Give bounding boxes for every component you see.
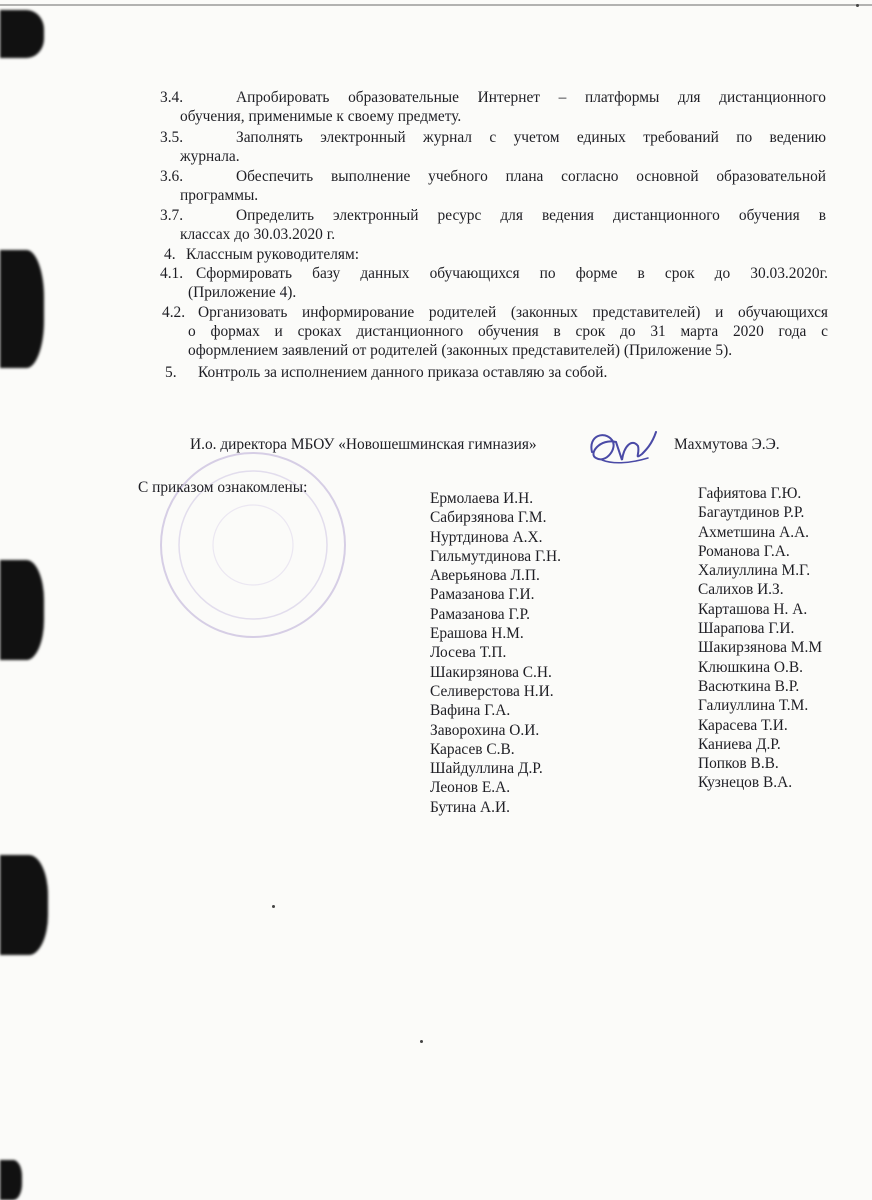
signatory-name: Селиверстова Н.И. — [430, 682, 554, 700]
director-name: Махмутова Э.Э. — [674, 436, 780, 453]
signatory-name: Гафиятова Г.Ю. — [698, 485, 802, 502]
scan-edge-mark — [0, 1160, 22, 1200]
scan-edge-mark — [0, 250, 44, 368]
signatory-name: Романова Г.А. — [698, 542, 790, 560]
signatory-name: Аверьянова Л.П. — [430, 567, 540, 585]
signatory-name: Лосева Т.П. — [430, 644, 507, 662]
scan-edge-mark — [0, 855, 48, 955]
list-item — [160, 167, 826, 187]
signatory-name: Шакирзянова С.Н. — [430, 663, 552, 681]
director-position: И.о. директора МБОУ «Новошешминская гимназия» — [190, 436, 537, 453]
signatory-name: Каниева Д.Р. — [698, 735, 781, 753]
item-number: 3.5. — [160, 129, 184, 146]
signatory-name: Клюшкина О.В. — [698, 658, 803, 676]
signatory-name: Леонов Е.А. — [430, 779, 511, 797]
signatory-name: Васюткина В.Р. — [698, 677, 800, 695]
item-text: Классным руководителям: — [186, 246, 359, 263]
signatory-name: Карасев С.В. — [430, 740, 515, 758]
signatory-name: Халиуллина М.Г. — [698, 562, 811, 580]
signatory-name: Салихов И.З. — [698, 581, 784, 599]
signatory-name: Нуртдинова А.Х. — [430, 528, 543, 546]
signatory-name: Шарапова Г.И. — [698, 620, 795, 638]
scan-speck — [420, 1040, 423, 1043]
list-item — [160, 206, 826, 226]
signatory-name: Карасева Т.И. — [698, 716, 788, 734]
item-text-continued: (Приложение 4). — [188, 284, 297, 301]
acknowledged-label: С приказом ознакомлены: — [138, 479, 308, 496]
list-item — [160, 264, 828, 284]
list-item-continued — [188, 322, 828, 342]
item-number: 4.2. — [162, 304, 186, 321]
item-number: 3.6. — [160, 168, 184, 185]
signatory-name: Карташова Н. А. — [698, 600, 808, 618]
names-list-right — [698, 484, 822, 793]
item-text-continued: классах до 30.03.2020 г. — [180, 226, 336, 243]
scan-edge-mark — [0, 10, 44, 58]
signatory-name: Рамазанова Г.Р. — [430, 605, 530, 623]
signatory-name: Сабирзянова Г.М. — [430, 509, 547, 527]
signatory-name: Ермолаева И.Н. — [430, 490, 534, 507]
item-text: Контроль за исполнением данного приказа оставляю за собой. — [198, 364, 608, 381]
list-item — [160, 128, 826, 148]
item-text: Обеспечить выполнение учебного плана согласно основной образовательной — [236, 168, 826, 185]
item-number: 3.4. — [160, 89, 184, 106]
list-item — [162, 303, 828, 323]
signatory-name: Рамазанова Г.И. — [430, 586, 535, 604]
item-text: Определить электронный ресурс для ведения дистанционного обучения в — [236, 207, 826, 224]
scan-speck — [272, 905, 275, 908]
item-text: Заполнять электронный журнал с учетом единых требований по ведению — [236, 129, 826, 146]
item-text-continued: журнала. — [180, 148, 240, 165]
item-text: Апробировать образовательные Интернет – платформы для дистанционного — [236, 89, 826, 106]
scan-speck — [856, 4, 859, 7]
item-text: Сформировать базу данных обучающихся по форме в срок до 30.03.2020г. — [196, 265, 828, 282]
signatory-name: Гильмутдинова Г.Н. — [430, 547, 561, 565]
signatory-name: Вафина Г.А. — [430, 702, 511, 720]
scan-top-edge — [0, 4, 872, 6]
signatory-name: Шакирзянова М.М — [698, 639, 823, 657]
signatory-name: Бутина А.И. — [430, 798, 510, 816]
item-number: 5. — [165, 364, 177, 381]
signatory-name: Кузнецов В.А. — [698, 774, 793, 792]
item-number: 4.1. — [160, 265, 184, 282]
item-text-continued: о формах и сроках дистанционного обучения в срок до 31 марта 2020 года с — [188, 323, 828, 340]
item-text-continued: оформлением заявлений от родителей (законных представителей) (Приложение 5). — [188, 342, 733, 359]
signatory-name: Шайдуллина Д.Р. — [430, 760, 543, 778]
stamp-seal — [148, 440, 358, 650]
signatory-name: Ахметшина А.А. — [698, 523, 810, 541]
item-text-continued: обучения, применимые к своему предмету. — [180, 108, 462, 125]
names-list-left — [430, 489, 561, 817]
handwritten-signature — [582, 424, 662, 472]
signatory-name: Галиуллина Т.М. — [698, 697, 809, 715]
signatory-name: Ерашова Н.М. — [430, 625, 524, 643]
signatory-name: Попков В.В. — [698, 755, 779, 773]
scan-edge-mark — [0, 560, 44, 660]
signatory-name: Заворохина О.И. — [430, 721, 540, 739]
item-number: 4. — [164, 246, 176, 263]
signatory-name: Багаутдинов Р.Р. — [698, 504, 805, 522]
item-text-continued: программы. — [180, 187, 259, 204]
item-number: 3.7. — [160, 207, 184, 224]
item-text: Организовать информирование родителей (законных представителей) и обучающихся — [198, 304, 828, 321]
